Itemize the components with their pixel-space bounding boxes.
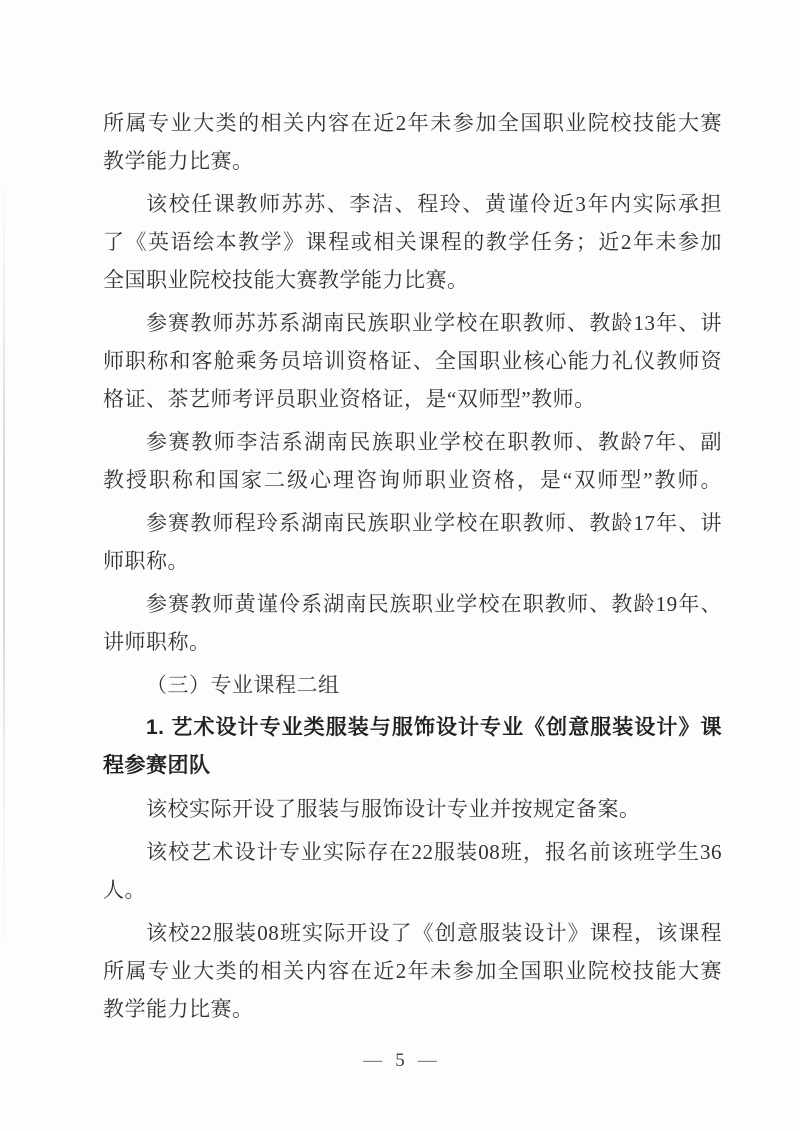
text-line: 参赛教师黄谨伶系湖南民族职业学校在职教师、教龄19年、: [146, 592, 722, 616]
paragraph-course-teachers: [103, 185, 722, 299]
text-line: 所属专业大类的相关内容在近2年未参加全国职业院校技能大赛: [103, 959, 722, 983]
paragraph-teacher-cheng-ling: [103, 504, 722, 580]
paragraph-teacher-huang-jin-ling: [103, 585, 722, 661]
page-number: 5: [395, 1050, 405, 1071]
text-line: 教授职称和国家二级心理咨询师职业资格，是“双师型”教师。: [103, 468, 722, 492]
footer-right-dash: —: [417, 1052, 437, 1069]
paragraph-teacher-li-jie: [103, 423, 722, 499]
paragraph-carryover: [103, 104, 722, 180]
text-line: 格证、茶艺师考评员职业资格证，是“双师型”教师。: [103, 387, 596, 411]
text-line: 1. 艺术设计专业类服装与服饰设计专业《创意服装设计》课: [146, 716, 722, 739]
text-line: 参赛教师苏苏系湖南民族职业学校在职教师、教龄13年、讲: [146, 311, 722, 335]
text-line: 了《英语绘本教学》课程或相关课程的教学任务；近2年未参加: [103, 230, 722, 254]
paragraph-teacher-su-su: [103, 304, 722, 418]
page-footer: [0, 1050, 800, 1072]
text-line: 参赛教师程玲系湖南民族职业学校在职教师、教龄17年、讲: [146, 511, 722, 535]
text-line: （三）专业课程二组: [146, 673, 340, 697]
text-line: 参赛教师李洁系湖南民族职业学校在职教师、教龄7年、副: [146, 430, 722, 454]
text-line: 该校实际开设了服装与服饰设计专业并按规定备案。: [146, 797, 641, 821]
document-body: [103, 104, 722, 1028]
text-line: 该校任课教师苏苏、李洁、程玲、黄谨伶近3年内实际承担: [146, 192, 722, 216]
text-line: 该校22服装08班实际开设了《创意服装设计》课程，该课程: [146, 921, 722, 945]
text-line: 师职称。: [103, 549, 189, 573]
text-line: 程参赛团队: [103, 754, 211, 777]
text-line: 全国职业院校技能大赛教学能力比赛。: [103, 268, 469, 292]
paragraph-major-record: [103, 790, 722, 828]
text-line: 所属专业大类的相关内容在近2年未参加全国职业院校技能大赛: [103, 111, 722, 135]
text-line: 教学能力比赛。: [103, 997, 254, 1021]
paragraph-class-students: [103, 833, 722, 909]
text-line: 讲师职称。: [103, 630, 211, 654]
heading-section-three: [103, 666, 722, 704]
heading-team-one: [103, 709, 722, 785]
text-line: 教学能力比赛。: [103, 149, 254, 173]
text-line: 人。: [103, 878, 146, 902]
scan-edge-artifact: [3, 170, 5, 970]
paragraph-course-status: [103, 914, 722, 1028]
text-line: 师职称和客舱乘务员培训资格证、全国职业核心能力礼仪教师资: [103, 349, 722, 373]
footer-left-dash: —: [363, 1052, 383, 1069]
text-line: 该校艺术设计专业实际存在22服装08班，报名前该班学生36: [146, 840, 722, 864]
